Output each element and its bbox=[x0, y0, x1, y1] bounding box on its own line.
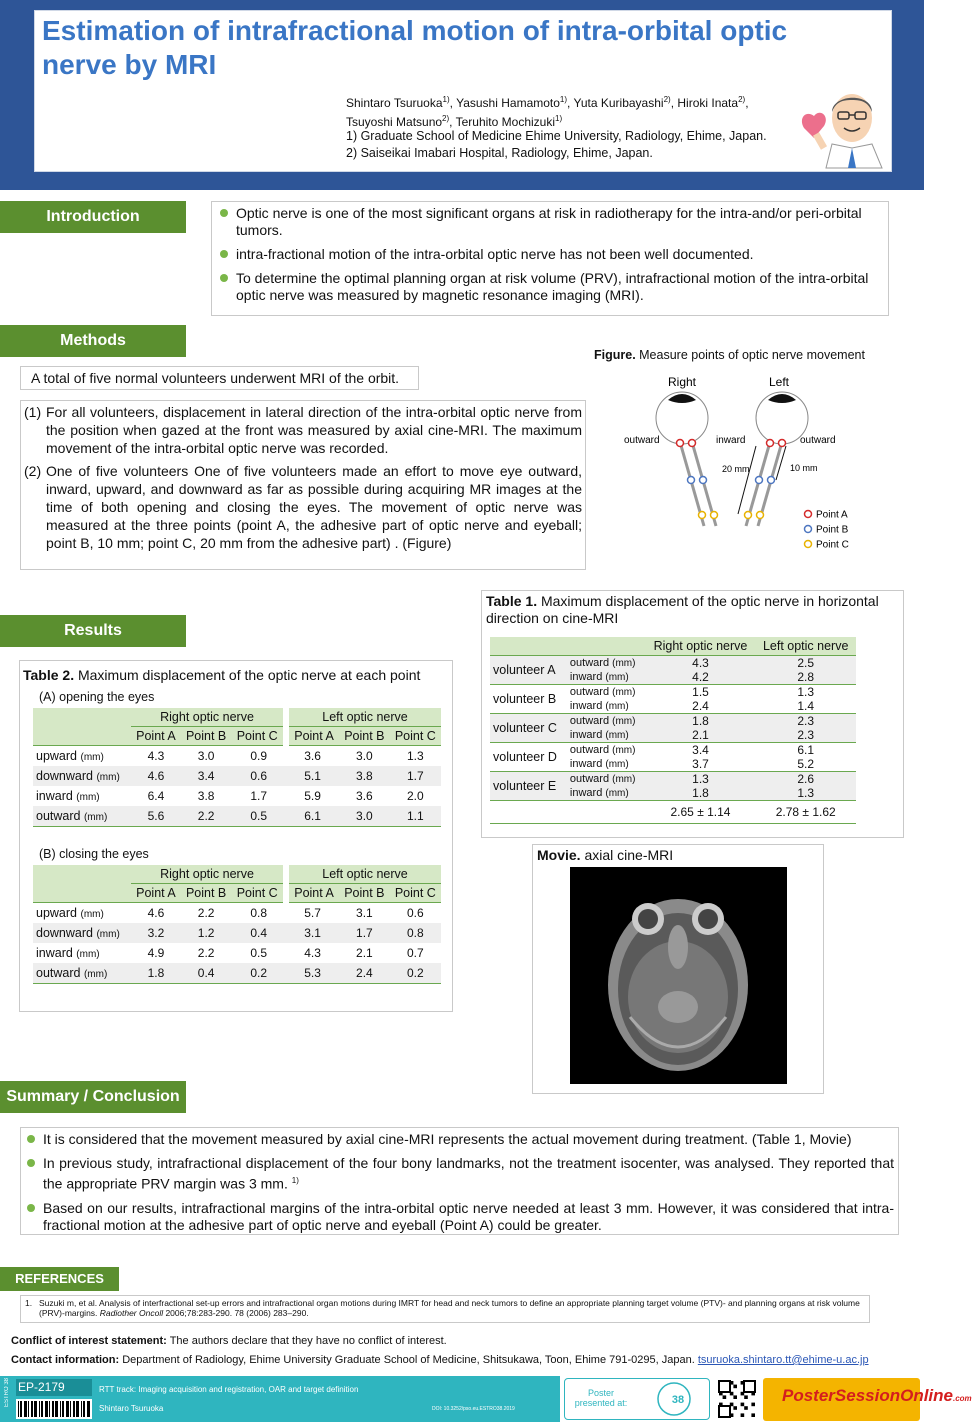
table-row bbox=[33, 806, 441, 827]
table2-value: 5.7 bbox=[304, 906, 321, 920]
table2-value: 1.7 bbox=[406, 769, 424, 783]
table2-value: 3.8 bbox=[356, 769, 373, 783]
introduction-box bbox=[211, 201, 889, 316]
table1-right-value: 1.3 bbox=[692, 772, 709, 786]
table2-direction: upward (mm) bbox=[36, 749, 104, 763]
table1-right-value: 1.8 bbox=[692, 714, 709, 728]
references-box bbox=[20, 1295, 870, 1323]
table2-value: 0.7 bbox=[406, 946, 424, 960]
table1-unit: (mm) bbox=[612, 658, 636, 669]
table2-unit: (mm) bbox=[76, 792, 100, 803]
figure-caption bbox=[594, 348, 894, 362]
table2-box bbox=[19, 660, 453, 1012]
legend-label: Point C bbox=[816, 539, 849, 551]
figure-right-label: Right bbox=[667, 375, 697, 389]
movie-caption-text: axial cine-MRI bbox=[580, 847, 674, 863]
table2-value: 0.8 bbox=[406, 926, 424, 940]
methods-heading: Methods bbox=[0, 325, 186, 357]
table1-mean-blank bbox=[567, 801, 646, 824]
summary-bullet-text: Based on our results, intrafractional margins of the intra-orbital optic nerve needed at least 3 mm. However, it was considered that intra-fractional motion at the adhesive part of optic nerve and eyeball (Point A) could be greater. bbox=[43, 1199, 894, 1233]
table1-volunteer: volunteer D bbox=[493, 750, 557, 764]
introduction-list bbox=[218, 205, 882, 304]
table1-unit: (mm) bbox=[612, 745, 636, 756]
table2-value: 6.4 bbox=[147, 789, 165, 803]
footer-poster-code: EP-2179 bbox=[16, 1379, 92, 1396]
table1-header-left: Left optic nerve bbox=[762, 639, 849, 653]
reference-item bbox=[25, 1298, 865, 1318]
table2-subheader-row bbox=[33, 884, 441, 903]
footer-author: Shintaro Tsuruoka bbox=[99, 1404, 164, 1413]
affiliations bbox=[346, 128, 806, 162]
doctor-avatar-icon bbox=[796, 88, 890, 168]
movie-caption bbox=[537, 847, 819, 863]
table2-point-header: Point A bbox=[286, 727, 339, 746]
table2-caption-text: Maximum displacement of the optic nerve at each point bbox=[74, 667, 421, 683]
methods-item-text: One of five volunteers One of five volunteers made an effort to move eye outward, inward, upward, and downward as far as possible during acquiring MR images at the time of both opening and closing the eyes. The movement of optic nerve was measured at the three points (point A, the adhesive part of optic nerve and eyeball; point B, 10 mm; point C, 20 mm from the adhesive part) . (Figure) bbox=[46, 463, 582, 551]
table1-mean-left: 2.78 ± 1.62 bbox=[775, 805, 836, 819]
presented-at-label: Poster presented at: bbox=[574, 1388, 628, 1408]
table2-section-label: (A) opening the eyes bbox=[39, 690, 155, 704]
footer-side-code: ESTRO 38 bbox=[4, 1378, 10, 1408]
table2-value: 0.9 bbox=[250, 749, 268, 763]
author-affiliation-mark: 1) bbox=[555, 114, 563, 123]
table2-unit: (mm) bbox=[76, 949, 100, 960]
table-row bbox=[490, 685, 856, 700]
author-name: Tsuyoshi Matsuno bbox=[346, 115, 443, 129]
table2-point-header: Point B bbox=[185, 729, 227, 743]
table2-value: 1.7 bbox=[250, 789, 268, 803]
table2-unit: (mm) bbox=[83, 969, 108, 980]
summary-box bbox=[20, 1127, 899, 1235]
table1-left-value: 5.2 bbox=[797, 757, 815, 771]
summary-heading: Summary / Conclusion bbox=[0, 1081, 186, 1113]
table2-value: 0.5 bbox=[250, 946, 268, 960]
table1-left-value: 2.3 bbox=[797, 728, 815, 742]
table2-point-header: Point A bbox=[286, 884, 339, 903]
methods-item-text: For all volunteers, displacement in lateral direction of the intra-orbital optic nerve from the position when gazed at the front was measured by axial cine-MRI. The maximum movement of the intra-orbital optic nerve was recorded. bbox=[46, 404, 582, 456]
table1-right-value: 3.7 bbox=[692, 757, 709, 771]
conflict-text: The authors declare that they have no conflict of interest. bbox=[166, 1335, 447, 1347]
brand-name: PosterSessionOnline bbox=[782, 1386, 953, 1405]
table1-direction: inward (mm) bbox=[569, 787, 629, 799]
qr-code-icon[interactable] bbox=[717, 1379, 757, 1419]
contact-label: Contact information: bbox=[11, 1354, 120, 1366]
summary-bullet bbox=[25, 1155, 894, 1193]
table2-value: 3.1 bbox=[356, 906, 373, 920]
table2-value: 3.4 bbox=[197, 769, 215, 783]
reference-text: Suzuki m, et al. Analysis of interfractional set-up errors and intrafractional organ motions during IMRT for head and neck tumors to define an appropriate planning target volume (PTV)- and planning organs at risk volume (PRV)-margins. bbox=[39, 1298, 860, 1318]
table1-left-value: 6.1 bbox=[797, 743, 815, 757]
legend-label: Point A bbox=[816, 509, 848, 521]
table2-table bbox=[33, 708, 441, 827]
conflict-label: Conflict of interest statement: bbox=[11, 1335, 167, 1347]
table2-value: 4.6 bbox=[147, 769, 165, 783]
table2-direction: upward (mm) bbox=[36, 906, 104, 920]
table2-value: 3.0 bbox=[356, 749, 373, 763]
barcode-icon bbox=[16, 1399, 92, 1419]
figure-left-label: Left bbox=[768, 375, 790, 389]
table2-value: 3.0 bbox=[356, 809, 373, 823]
author-name: Yasushi Hamamoto bbox=[456, 96, 560, 110]
footer-track: RTT track: Imaging acquisition and registration, OAR and target definition bbox=[99, 1385, 359, 1394]
table2-value: 2.2 bbox=[197, 809, 215, 823]
table1-direction: outward (mm) bbox=[569, 657, 636, 669]
table1-mean-row bbox=[490, 801, 856, 824]
methods-box bbox=[20, 400, 586, 570]
table1-direction: inward (mm) bbox=[569, 758, 629, 770]
table2-point-header: Point C bbox=[236, 886, 278, 900]
table-row bbox=[490, 714, 856, 729]
intro-bullet: Optic nerve is one of the most significant organs at risk in radiotherapy for the intra-and/or peri-orbital tumors. bbox=[218, 205, 882, 239]
table2-direction: outward (mm) bbox=[36, 809, 108, 823]
reference-number: 1. bbox=[25, 1298, 33, 1308]
table2-header-blank bbox=[33, 865, 131, 884]
table1-left-value: 1.3 bbox=[797, 685, 815, 699]
table2-value: 3.6 bbox=[304, 749, 321, 763]
table2-value: 1.1 bbox=[406, 809, 424, 823]
table2-value: 0.8 bbox=[250, 906, 268, 920]
table2-value: 1.3 bbox=[406, 749, 424, 763]
table2-value: 4.6 bbox=[147, 906, 165, 920]
table1-right-value: 2.1 bbox=[692, 728, 709, 742]
table2-point-header: Point B bbox=[185, 886, 227, 900]
methods-item-number: (2) bbox=[24, 463, 42, 479]
table2-value: 2.2 bbox=[197, 946, 215, 960]
table2-value: 4.9 bbox=[147, 946, 165, 960]
table2-point-header: Point A bbox=[136, 886, 176, 900]
author-list: Shintaro Tsuruoka$^{1)}$, Yasushi Hamamoto$^{1)}$, Yuta Kuribayashi$^{2)}$, Hiroki Inata$^{2)}$, Tsuyoshi Matsuno$^{2)}$, Teruhito Mochizuki$^{1)}$ bbox=[346, 95, 749, 129]
table2-point-header: Point C bbox=[236, 729, 278, 743]
table-row bbox=[33, 943, 441, 963]
legend-label: Point B bbox=[816, 524, 849, 536]
introduction-heading: Introduction bbox=[0, 201, 186, 233]
table1-header-blank bbox=[567, 637, 646, 656]
table1-unit: (mm) bbox=[605, 759, 629, 770]
table2-value: 0.6 bbox=[250, 769, 268, 783]
table2-unit: (mm) bbox=[96, 772, 120, 783]
summary-citation: 1) bbox=[291, 1176, 299, 1185]
table2-unit: (mm) bbox=[83, 812, 108, 823]
table1-left-value: 2.5 bbox=[797, 656, 815, 670]
figure-outward-left: outward bbox=[624, 435, 660, 446]
table2-header-blank bbox=[33, 708, 131, 727]
table2-value: 4.3 bbox=[147, 749, 165, 763]
table1-direction: outward (mm) bbox=[569, 686, 636, 698]
methods-item bbox=[24, 462, 582, 552]
figure-dist-20: 20 mm bbox=[722, 464, 750, 474]
methods-item-number: (1) bbox=[24, 404, 42, 420]
summary-list bbox=[25, 1131, 894, 1234]
table-row bbox=[490, 772, 856, 787]
table1-direction: outward (mm) bbox=[569, 744, 636, 756]
table1-left-value: 1.4 bbox=[797, 699, 815, 713]
table2-value: 3.0 bbox=[197, 749, 215, 763]
summary-bullet-text: It is considered that the movement measured by axial cine-MRI represents the actual movement during treatment. (Table 1, Movie) bbox=[43, 1131, 852, 1147]
table1-right-value: 1.8 bbox=[692, 786, 709, 800]
author-name: Yuta Kuribayashi bbox=[573, 96, 664, 110]
author-affiliation-mark: 2) bbox=[738, 95, 746, 104]
estro-number: 38 bbox=[671, 1394, 685, 1406]
table2-direction: downward (mm) bbox=[36, 926, 120, 940]
table2-value: 3.6 bbox=[356, 789, 373, 803]
table2-direction: inward (mm) bbox=[36, 946, 100, 960]
conflict-statement bbox=[11, 1335, 901, 1347]
table2-value: 1.7 bbox=[356, 926, 373, 940]
author-affiliation-mark: 1) bbox=[559, 95, 568, 104]
author-affiliation-mark: 2) bbox=[442, 114, 450, 123]
table2-header-right: Right optic nerve bbox=[131, 865, 286, 884]
table2-value: 5.1 bbox=[304, 769, 321, 783]
table1-caption-label: Table 1. bbox=[486, 593, 538, 609]
author-name: Teruhito Mochizuki bbox=[455, 115, 555, 129]
legend-marker-icon bbox=[805, 526, 812, 533]
table-row bbox=[490, 656, 856, 671]
table2-value: 1.2 bbox=[197, 926, 215, 940]
legend-marker-icon bbox=[805, 511, 812, 518]
references-heading: REFERENCES bbox=[0, 1267, 119, 1291]
table1-direction: inward (mm) bbox=[569, 700, 629, 712]
contact-text: Department of Radiology, Ehime University Graduate School of Medicine, Shitsukawa, Toon, Ehime 791-0295, Japan. bbox=[119, 1354, 698, 1366]
figure-outward-right: outward bbox=[800, 435, 836, 446]
figure-legend bbox=[805, 510, 849, 551]
table2-value: 1.8 bbox=[147, 966, 165, 980]
table2-value: 3.8 bbox=[197, 789, 215, 803]
table1-unit: (mm) bbox=[605, 701, 629, 712]
table2-value: 3.1 bbox=[304, 926, 321, 940]
table1-unit: (mm) bbox=[612, 687, 636, 698]
reference-tail: 2006;78:283-290. 78 (2006) 283–290. bbox=[163, 1308, 309, 1318]
table2-header-blank bbox=[33, 727, 131, 746]
table2-direction: downward (mm) bbox=[36, 769, 120, 783]
table2-point-header: Point C bbox=[394, 729, 436, 743]
author-name: Shintaro Tsuruoka bbox=[346, 96, 443, 110]
table2-point-header: Point C bbox=[394, 886, 436, 900]
table2-header-row bbox=[33, 865, 441, 884]
methods-intro: A total of five normal volunteers underwent MRI of the orbit. bbox=[20, 366, 419, 390]
table2-subheader-row bbox=[33, 727, 441, 746]
table2-value: 0.6 bbox=[406, 906, 424, 920]
intro-bullet: To determine the optimal planning organ at risk volume (PRV), intrafractional motion of the intra-orbital optic nerve was measured by magnetic resonance imaging (MRI). bbox=[218, 270, 882, 304]
methods-list bbox=[24, 403, 582, 552]
table1 bbox=[490, 637, 856, 824]
table1-unit: (mm) bbox=[612, 716, 636, 727]
table1-left-value: 2.8 bbox=[797, 670, 815, 684]
legend-marker-icon bbox=[805, 541, 812, 548]
table-row bbox=[33, 923, 441, 943]
brand-logo bbox=[782, 1386, 972, 1406]
table1-unit: (mm) bbox=[612, 774, 636, 785]
table-row bbox=[33, 786, 441, 806]
figure-inward: inward bbox=[716, 435, 746, 446]
author-name: Hiroki Inata bbox=[677, 96, 739, 110]
table1-caption-text: Maximum displacement of the optic nerve in horizontal direction on cine-MRI bbox=[486, 593, 879, 626]
table-row bbox=[33, 766, 441, 786]
table1-direction: inward (mm) bbox=[569, 671, 629, 683]
poster-title: Estimation of intrafractional motion of intra-orbital optic nerve by MRI bbox=[42, 15, 788, 80]
figure-caption-text: Measure points of optic nerve movement bbox=[635, 348, 865, 362]
table1-header-blank bbox=[490, 637, 567, 656]
methods-item bbox=[24, 403, 582, 457]
movie-caption-label: Movie. bbox=[537, 847, 581, 863]
table2-point-header: Point B bbox=[344, 729, 385, 743]
table2-value: 2.4 bbox=[356, 966, 373, 980]
table-row bbox=[33, 746, 441, 767]
table1-volunteer: volunteer C bbox=[493, 721, 557, 735]
table1-right-value: 3.4 bbox=[692, 743, 709, 757]
table2-sections bbox=[23, 690, 449, 984]
results-heading: Results bbox=[0, 615, 186, 647]
references-list bbox=[25, 1298, 865, 1318]
contact-email-link[interactable]: tsuruoka.shintaro.tt@ehime-u.ac.jp bbox=[697, 1354, 869, 1366]
table2-value: 0.2 bbox=[406, 966, 424, 980]
table2-direction: inward (mm) bbox=[36, 789, 100, 803]
summary-bullet bbox=[25, 1200, 894, 1234]
table1-direction: outward (mm) bbox=[569, 715, 636, 727]
table1-direction: inward (mm) bbox=[569, 729, 629, 741]
intro-bullet: intra-fractional motion of the intra-orbital optic nerve has not been well documented. bbox=[218, 246, 882, 263]
table2-value: 0.4 bbox=[250, 926, 268, 940]
table1-right-value: 2.4 bbox=[692, 699, 709, 713]
table2-value: 5.9 bbox=[304, 789, 321, 803]
table2-value: 6.1 bbox=[304, 809, 321, 823]
table2-header-row bbox=[33, 708, 441, 727]
table2-value: 0.2 bbox=[250, 966, 268, 980]
table2-header-right: Right optic nerve bbox=[131, 708, 286, 727]
reference-journal: Radiother Oncoll bbox=[99, 1308, 164, 1318]
author-affiliation-mark: 2) bbox=[663, 95, 671, 104]
brand-suffix: .com bbox=[953, 1394, 972, 1403]
table2-header-left: Left optic nerve bbox=[286, 865, 441, 884]
table1-volunteer: volunteer E bbox=[493, 779, 557, 793]
estro-logo-icon bbox=[644, 1381, 704, 1417]
contact-info bbox=[11, 1354, 916, 1366]
table1-right-value: 1.5 bbox=[692, 685, 709, 699]
table1-left-value: 1.3 bbox=[797, 786, 815, 800]
table2-header-left: Left optic nerve bbox=[286, 708, 441, 727]
figure-dist-10: 10 mm bbox=[790, 463, 818, 473]
table1-left-value: 2.3 bbox=[797, 714, 815, 728]
table-row bbox=[490, 743, 856, 758]
table1-direction: outward (mm) bbox=[569, 773, 636, 785]
table1-header-row bbox=[490, 637, 856, 656]
table2-value: 0.5 bbox=[250, 809, 268, 823]
table2-header-blank bbox=[33, 884, 131, 903]
footer-doi: DOI: 10.3252/pso.eu.ESTRO38.2019 bbox=[432, 1406, 515, 1412]
table2-value: 3.2 bbox=[147, 926, 165, 940]
optic-nerve-diagram bbox=[610, 368, 890, 558]
table2-value: 2.1 bbox=[356, 946, 373, 960]
table-row bbox=[33, 903, 441, 924]
affiliation-1: 1) Graduate School of Medicine Ehime University, Radiology, Ehime, Japan. bbox=[346, 129, 767, 143]
table2-unit: (mm) bbox=[80, 909, 104, 920]
author-affiliation-mark: 1) bbox=[442, 95, 450, 104]
table1-unit: (mm) bbox=[605, 730, 629, 741]
table1-right-value: 4.2 bbox=[692, 670, 709, 684]
table1-unit: (mm) bbox=[605, 672, 629, 683]
table1-caption bbox=[486, 593, 899, 627]
summary-bullet bbox=[25, 1131, 894, 1148]
table1-right-value: 4.3 bbox=[692, 656, 709, 670]
table1-box bbox=[481, 590, 904, 838]
table2-unit: (mm) bbox=[96, 929, 120, 940]
table2-value: 5.6 bbox=[147, 809, 165, 823]
table2-unit: (mm) bbox=[80, 752, 104, 763]
table1-volunteer: volunteer A bbox=[493, 663, 556, 677]
table2-point-header: Point A bbox=[136, 729, 176, 743]
mri-movie-frame[interactable] bbox=[570, 867, 787, 1084]
table2-value: 5.3 bbox=[304, 966, 321, 980]
table2-section-label: (B) closing the eyes bbox=[39, 847, 149, 861]
affiliation-2: 2) Saiseikai Imabari Hospital, Radiology, Ehime, Japan. bbox=[346, 146, 653, 160]
table2-point-header: Point B bbox=[344, 886, 385, 900]
table2-direction: outward (mm) bbox=[36, 966, 108, 980]
table1-volunteer: volunteer B bbox=[493, 692, 557, 706]
table-row bbox=[33, 963, 441, 984]
table2-value: 0.4 bbox=[197, 966, 215, 980]
table2-caption-label: Table 2. bbox=[23, 667, 75, 683]
table2-caption bbox=[23, 664, 449, 686]
table1-left-value: 2.6 bbox=[797, 772, 815, 786]
table2-value: 2.0 bbox=[406, 789, 424, 803]
table1-unit: (mm) bbox=[605, 788, 629, 799]
table1-mean-right: 2.65 ± 1.14 bbox=[670, 805, 731, 819]
table1-header-right: Right optic nerve bbox=[653, 639, 748, 653]
table1-mean-blank bbox=[490, 801, 567, 824]
summary-bullet-text: In previous study, intrafractional displacement of the four bony landmarks, not the treatment isocenter, was analysed. They reported that the appropriate PRV margin was 3 mm. bbox=[43, 1155, 894, 1192]
figure-caption-label: Figure. bbox=[594, 348, 636, 362]
table2-table bbox=[33, 865, 441, 984]
table2-value: 4.3 bbox=[304, 946, 321, 960]
table2-value: 2.2 bbox=[197, 906, 215, 920]
